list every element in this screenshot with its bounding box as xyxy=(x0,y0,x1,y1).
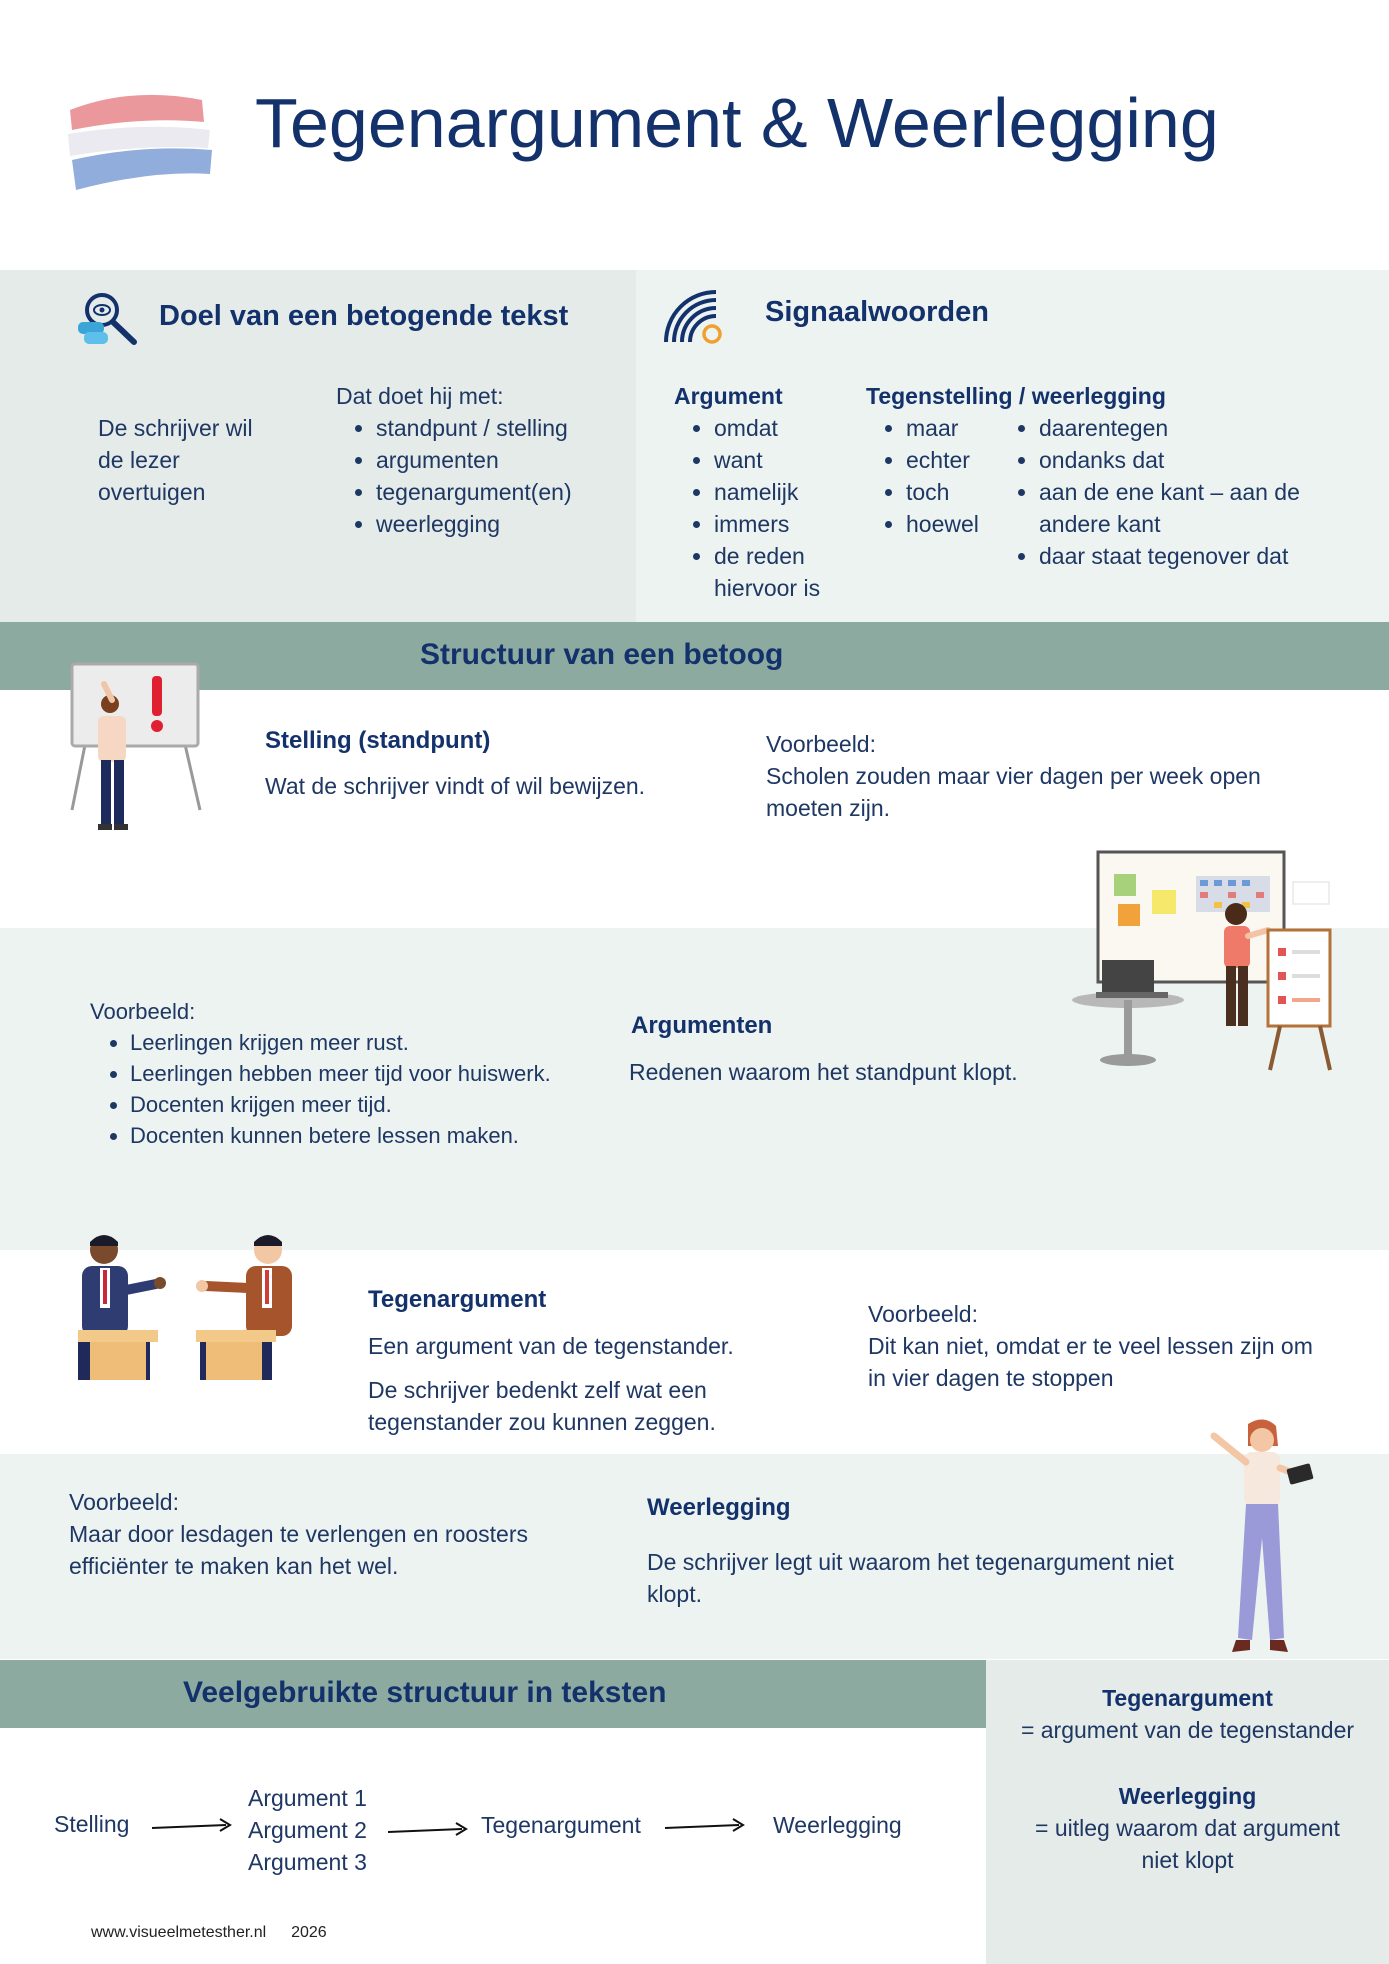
list-item: • echter xyxy=(906,444,1006,476)
debaters-illustration xyxy=(60,1228,316,1380)
list-item: • argumenten xyxy=(376,444,572,476)
list-item: • Docenten kunnen betere lessen maken. xyxy=(130,1120,650,1151)
tegenargument-voorbeeld xyxy=(868,1298,1318,1394)
doel-left-text: De schrijver wil de lezer overtuigen xyxy=(98,415,253,505)
signaal-heading: Signaalwoorden xyxy=(765,296,989,328)
tegen-heading: Tegenstelling / weerlegging xyxy=(866,383,1166,409)
signaal-argument-list xyxy=(674,380,854,604)
flow-tegenargument: Tegenargument xyxy=(481,1812,641,1838)
stelling-text: Wat de schrijver vindt of wil bewijzen. xyxy=(265,773,646,799)
page-title: Tegenargument & Weerlegging xyxy=(255,84,1219,162)
argumenten-text: Redenen waarom het standpunt klopt. xyxy=(629,1059,1018,1085)
flag-brushstroke xyxy=(62,78,222,198)
voorbeeld-label: Voorbeeld: xyxy=(90,999,196,1024)
tegenargument-heading: Tegenargument xyxy=(368,1286,547,1313)
definitions xyxy=(986,1682,1389,1876)
flow-argument: Argument 3 xyxy=(248,1849,367,1875)
list-item: • namelijk xyxy=(714,476,854,508)
structuur-heading: Structuur van een betoog xyxy=(420,638,784,671)
signaal-tegen-list-a xyxy=(866,412,1006,540)
list-item: • omdat xyxy=(714,412,854,444)
veel-heading: Veelgebruikte structuur in teksten xyxy=(183,1676,667,1709)
voorbeeld-label: Voorbeeld: xyxy=(766,731,876,757)
argumenten-voorbeeld xyxy=(90,996,650,1151)
list-item: • Docenten krijgen meer tijd. xyxy=(130,1089,650,1120)
argument-heading: Argument xyxy=(674,383,783,409)
list-item: • toch xyxy=(906,476,1006,508)
list-item: • weerlegging xyxy=(376,508,572,540)
weerlegging-voorbeeld xyxy=(69,1486,529,1582)
list-item: • Leerlingen krijgen meer rust. xyxy=(130,1027,650,1058)
tegenargument-text1: Een argument van de tegenstander. xyxy=(368,1333,734,1359)
list-item: • tegenargument(en) xyxy=(376,476,572,508)
def-tegen-text: = argument van de tegenstander xyxy=(1020,1717,1355,1743)
doel-heading: Doel van een betogende tekst xyxy=(159,300,569,332)
list-item: • standpunt / stelling xyxy=(376,412,572,444)
stelling-heading: Stelling (standpunt) xyxy=(265,727,491,754)
arrow-icon xyxy=(663,1816,747,1836)
flow-argument: Argument 2 xyxy=(248,1817,367,1843)
flow-argument: Argument 1 xyxy=(248,1785,367,1811)
list-item: • ondanks dat xyxy=(1039,444,1339,476)
weerlegging-text: De schrijver legt uit waarom het tegenargument niet klopt. xyxy=(647,1549,1174,1607)
def-weer-text: = uitleg waarom dat argument niet klopt xyxy=(1035,1815,1340,1873)
voorbeeld-text: Dit kan niet, omdat er te veel lessen zijn om in vier dagen te stoppen xyxy=(868,1333,1313,1391)
footer-year: 2026 xyxy=(291,1924,327,1941)
arrow-icon xyxy=(150,1816,234,1836)
list-item: • aan de ene kant – aan de andere kant xyxy=(1039,476,1339,540)
list-item: • de reden hiervoor is xyxy=(714,540,844,604)
woman-tablet-illustration xyxy=(1204,1418,1316,1660)
list-item: • maar xyxy=(906,412,1006,444)
list-item: • want xyxy=(714,444,854,476)
flow-arguments xyxy=(248,1782,367,1878)
stelling-voorbeeld xyxy=(766,728,1306,824)
voorbeeld-label: Voorbeeld: xyxy=(69,1489,179,1515)
planning-board-illustration xyxy=(1068,848,1348,1074)
list-item: • hoewel xyxy=(906,508,1006,540)
weerlegging-heading: Weerlegging xyxy=(647,1494,791,1521)
presenter-whiteboard-illustration xyxy=(66,660,208,850)
flow-stelling: Stelling xyxy=(54,1811,130,1837)
voorbeeld-text: Scholen zouden maar vier dagen per week open moeten zijn. xyxy=(766,763,1261,821)
footer xyxy=(91,1924,327,1942)
argumenten-heading: Argumenten xyxy=(631,1012,773,1039)
list-item: • daar staat tegenover dat xyxy=(1039,540,1339,572)
voorbeeld-text: Maar door lesdagen te verlengen en roosters efficiënter te maken kan het wel. xyxy=(69,1521,529,1579)
list-item: • Leerlingen hebben meer tijd voor huiswerk. xyxy=(130,1058,650,1089)
list-item: • daarentegen xyxy=(1039,412,1339,444)
signaal-tegen-list-b xyxy=(999,412,1339,572)
magnifier-chat-icon xyxy=(76,290,140,348)
arrow-icon xyxy=(386,1820,470,1840)
voorbeeld-label: Voorbeeld: xyxy=(868,1301,978,1327)
list-item: • immers xyxy=(714,508,854,540)
signal-arcs-icon xyxy=(658,280,728,346)
flow-weerlegging: Weerlegging xyxy=(773,1812,902,1838)
def-tegen-heading: Tegenargument xyxy=(1102,1685,1273,1711)
tegenargument-text2: De schrijver bedenkt zelf wat een tegenstander zou kunnen zeggen. xyxy=(368,1377,716,1435)
def-weer-heading: Weerlegging xyxy=(1118,1783,1257,1809)
doel-intro: Dat doet hij met: xyxy=(336,383,504,409)
doel-list xyxy=(336,380,572,540)
footer-site[interactable]: www.visueelmetesther.nl xyxy=(91,1924,267,1941)
